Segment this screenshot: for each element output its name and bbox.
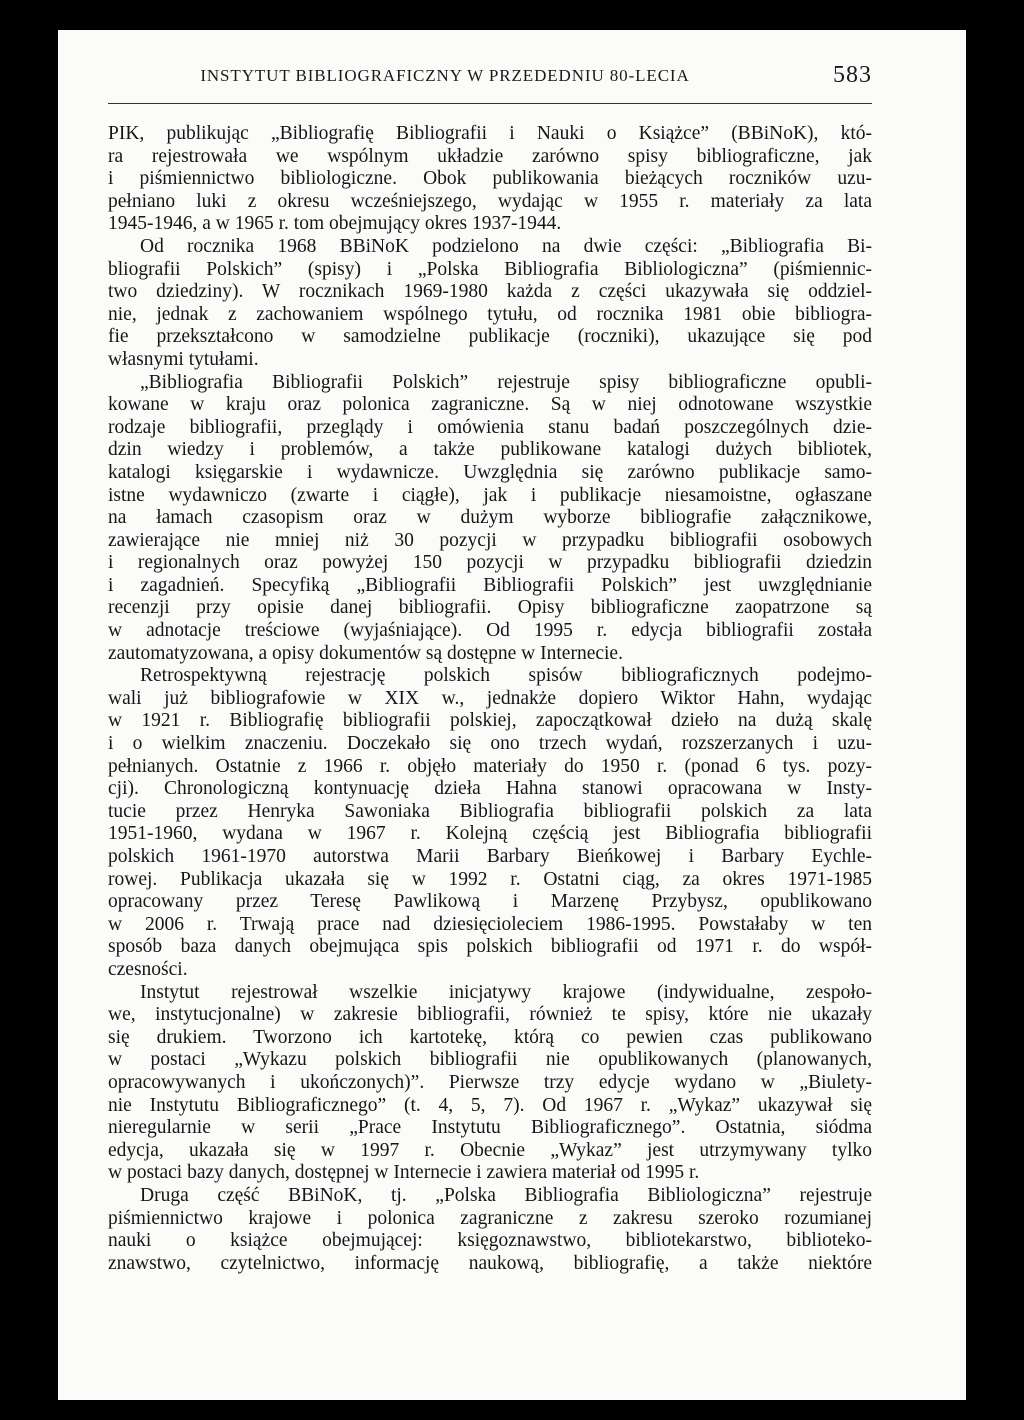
text-line: i piśmiennictwo bibliologiczne. Obok publikowania bieżących roczników uzu- — [108, 168, 872, 190]
text-line: w postaci bazy danych, dostępnej w Internecie i zawiera materiał od 1995 r. — [108, 1162, 700, 1184]
text-line: w 1921 r. Bibliografię bibliografii polskiej, zapoczątkował dzieło na dużą skalę — [108, 710, 872, 732]
text-line: ra rejestrowała we wspólnym układzie zarówno spisy bibliograficzne, jak — [108, 145, 872, 167]
text-line: polskich 1961-1970 autorstwa Marii Barbary Bieńkowej i Barbary Eychle- — [108, 846, 872, 867]
text-line: rodzaje bibliografii, przeglądy i omówienia stanu badań poszczególnych dzie- — [108, 416, 872, 438]
text-line: „Bibliografia Bibliografii Polskich” rejestruje spisy bibliograficzne opubli- — [140, 371, 872, 393]
text-line: 1945-1946, a w 1965 r. tom obejmujący okres 1937-1944. — [108, 213, 562, 235]
text-line: recenzji przy opisie danej bibliografii. Opisy bibliograficzne zaopatrzone są — [108, 597, 872, 619]
text-line: pełnianych. Ostatnie z 1966 r. objęło materiały do 1950 r. (ponad 6 tys. pozy- — [108, 755, 872, 777]
text-line: nie Instytutu Bibliograficznego” (t. 4, 5, 7). Od 1967 r. „Wykaz” ukazywał się — [108, 1094, 872, 1116]
text-line: Instytut rejestrował wszelkie inicjatywy krajowe (indywidualne, zespoło- — [140, 981, 872, 1003]
text-line: edycja, ukazała się w 1997 r. Obecnie „Wykaz” jest utrzymywany tylko — [108, 1139, 872, 1161]
text-line: wali już bibliografowie w XIX w., jednakże dopiero Wiktor Hahn, wydając — [108, 687, 872, 709]
running-header — [108, 62, 872, 96]
text-line: i o wielkim znaczeniu. Doczekało się ono trzech wydań, rozszerzanych i uzu- — [108, 733, 872, 755]
page-number: 583 — [833, 62, 872, 88]
text-line: nauki o książce obejmującej: księgoznawstwo, bibliotekarstwo, biblioteko- — [108, 1230, 872, 1252]
text-line: w 2006 r. Trwają prace nad dziesięcioleciem 1986-1995. Powstałaby w ten — [108, 913, 872, 935]
text-line: nieregularnie w serii „Prace Instytutu Bibliograficznego”. Ostatnia, siódma — [108, 1117, 872, 1139]
text-line: znawstwo, czytelnictwo, informację naukową, bibliografię, a także niektóre — [108, 1252, 872, 1274]
text-line: kowane w kraju oraz polonica zagraniczne. Są w niej odnotowane wszystkie — [108, 394, 872, 416]
text-line: opracowywanych i ukończonych)”. Pierwsze trzy edycje wydano w „Biulety- — [108, 1071, 872, 1093]
text-line: tucie przez Henryka Sawoniaka Bibliografia bibliografii polskich za lata — [108, 800, 872, 822]
text-line: piśmiennictwo krajowe i polonica zagraniczne z zakresu szeroko rozumianej — [108, 1207, 872, 1229]
text-line: two dziedziny). W rocznikach 1969-1980 każda z części ukazywała się oddziel- — [108, 281, 872, 303]
text-line: w adnotacje treściowe (wyjaśniające). Od 1995 r. edycja bibliografii została — [108, 620, 872, 642]
text-line: nie, jednak z zachowaniem wspólnego tytułu, od rocznika 1981 obie bibliogra- — [108, 303, 872, 325]
text-line: zautomatyzowana, a opisy dokumentów są dostępne w Internecie. — [108, 642, 623, 664]
text-line: 1951-1960, wydana w 1967 r. Kolejną częścią jest Bibliografia bibliografii — [108, 823, 872, 845]
text-line: pełniano luki z okresu wcześniejszego, wydając w 1955 r. materiały za lata — [108, 190, 872, 212]
text-line: w postaci „Wykazu polskich bibliografii nie opublikowanych (planowanych, — [108, 1049, 872, 1071]
text-line: dzin wiedzy i problemów, a także publikowane katalogi dużych bibliotek, — [108, 439, 872, 461]
text-line: PIK, publikując „Bibliografię Bibliografii i Nauki o Książce” (BBiNoK), któ- — [108, 123, 872, 144]
text-line: własnymi tytułami. — [108, 348, 259, 370]
header-rule — [108, 103, 872, 104]
text-line: i regionalnych oraz powyżej 150 pozycji w przypadku bibliografii dziedzin — [108, 552, 872, 574]
text-line: we, instytucjonalne) w zakresie bibliografii, również te spisy, które nie ukazały — [108, 1004, 872, 1026]
text-line: i zagadnień. Specyfiką „Bibliografii Bibliografii Polskich” jest uwzględnianie — [108, 574, 872, 596]
text-line: Od rocznika 1968 BBiNoK podzielono na dwie części: „Bibliografia Bi- — [140, 235, 872, 257]
text-line: fie przekształcono w samodzielne publikacje (roczniki), ukazujące się pod — [108, 326, 872, 348]
text-line: się drukiem. Tworzono ich kartotekę, którą co pewien czas publikowano — [108, 1026, 872, 1048]
text-line: Retrospektywną rejestrację polskich spisów bibliograficznych podejmo- — [140, 665, 872, 687]
running-title: INSTYTUT BIBLIOGRAFICZNY W PRZEDEDNIU 80-LECIA — [200, 66, 690, 85]
text-line: na łamach czasopism oraz w dużym wyborze bibliografie załącznikowe, — [108, 507, 872, 529]
text-line: katalogi księgarskie i wydawnicze. Uwzględnia się zarówno publikacje samo- — [108, 461, 872, 483]
text-line: opracowany przez Teresę Pawlikową i Marzenę Przybysz, opublikowano — [108, 891, 872, 913]
text-line: cji). Chronologiczną kontynuację dzieła Hahna stanowi opracowana w Insty- — [108, 778, 872, 800]
text-line: sposób baza danych obejmująca spis polskich bibliografii od 1971 r. do współ- — [108, 936, 872, 958]
body-text — [108, 123, 872, 1275]
text-line: czesności. — [108, 958, 188, 980]
text-line: bliografii Polskich” (spisy) i „Polska Bibliografia Bibliologiczna” (piśmiennic- — [108, 258, 872, 280]
text-line: zawierające nie mniej niż 30 pozycji w przypadku bibliografii osobowych — [108, 529, 872, 551]
text-line: rowej. Publikacja ukazała się w 1992 r. Ostatni ciąg, za okres 1971-1985 — [108, 868, 872, 890]
text-line: Druga część BBiNoK, tj. „Polska Bibliografia Bibliologiczna” rejestruje — [140, 1184, 872, 1206]
text-line: istne wydawniczo (zwarte i ciągłe), jak i publikacje niesamoistne, ogłaszane — [108, 484, 872, 506]
